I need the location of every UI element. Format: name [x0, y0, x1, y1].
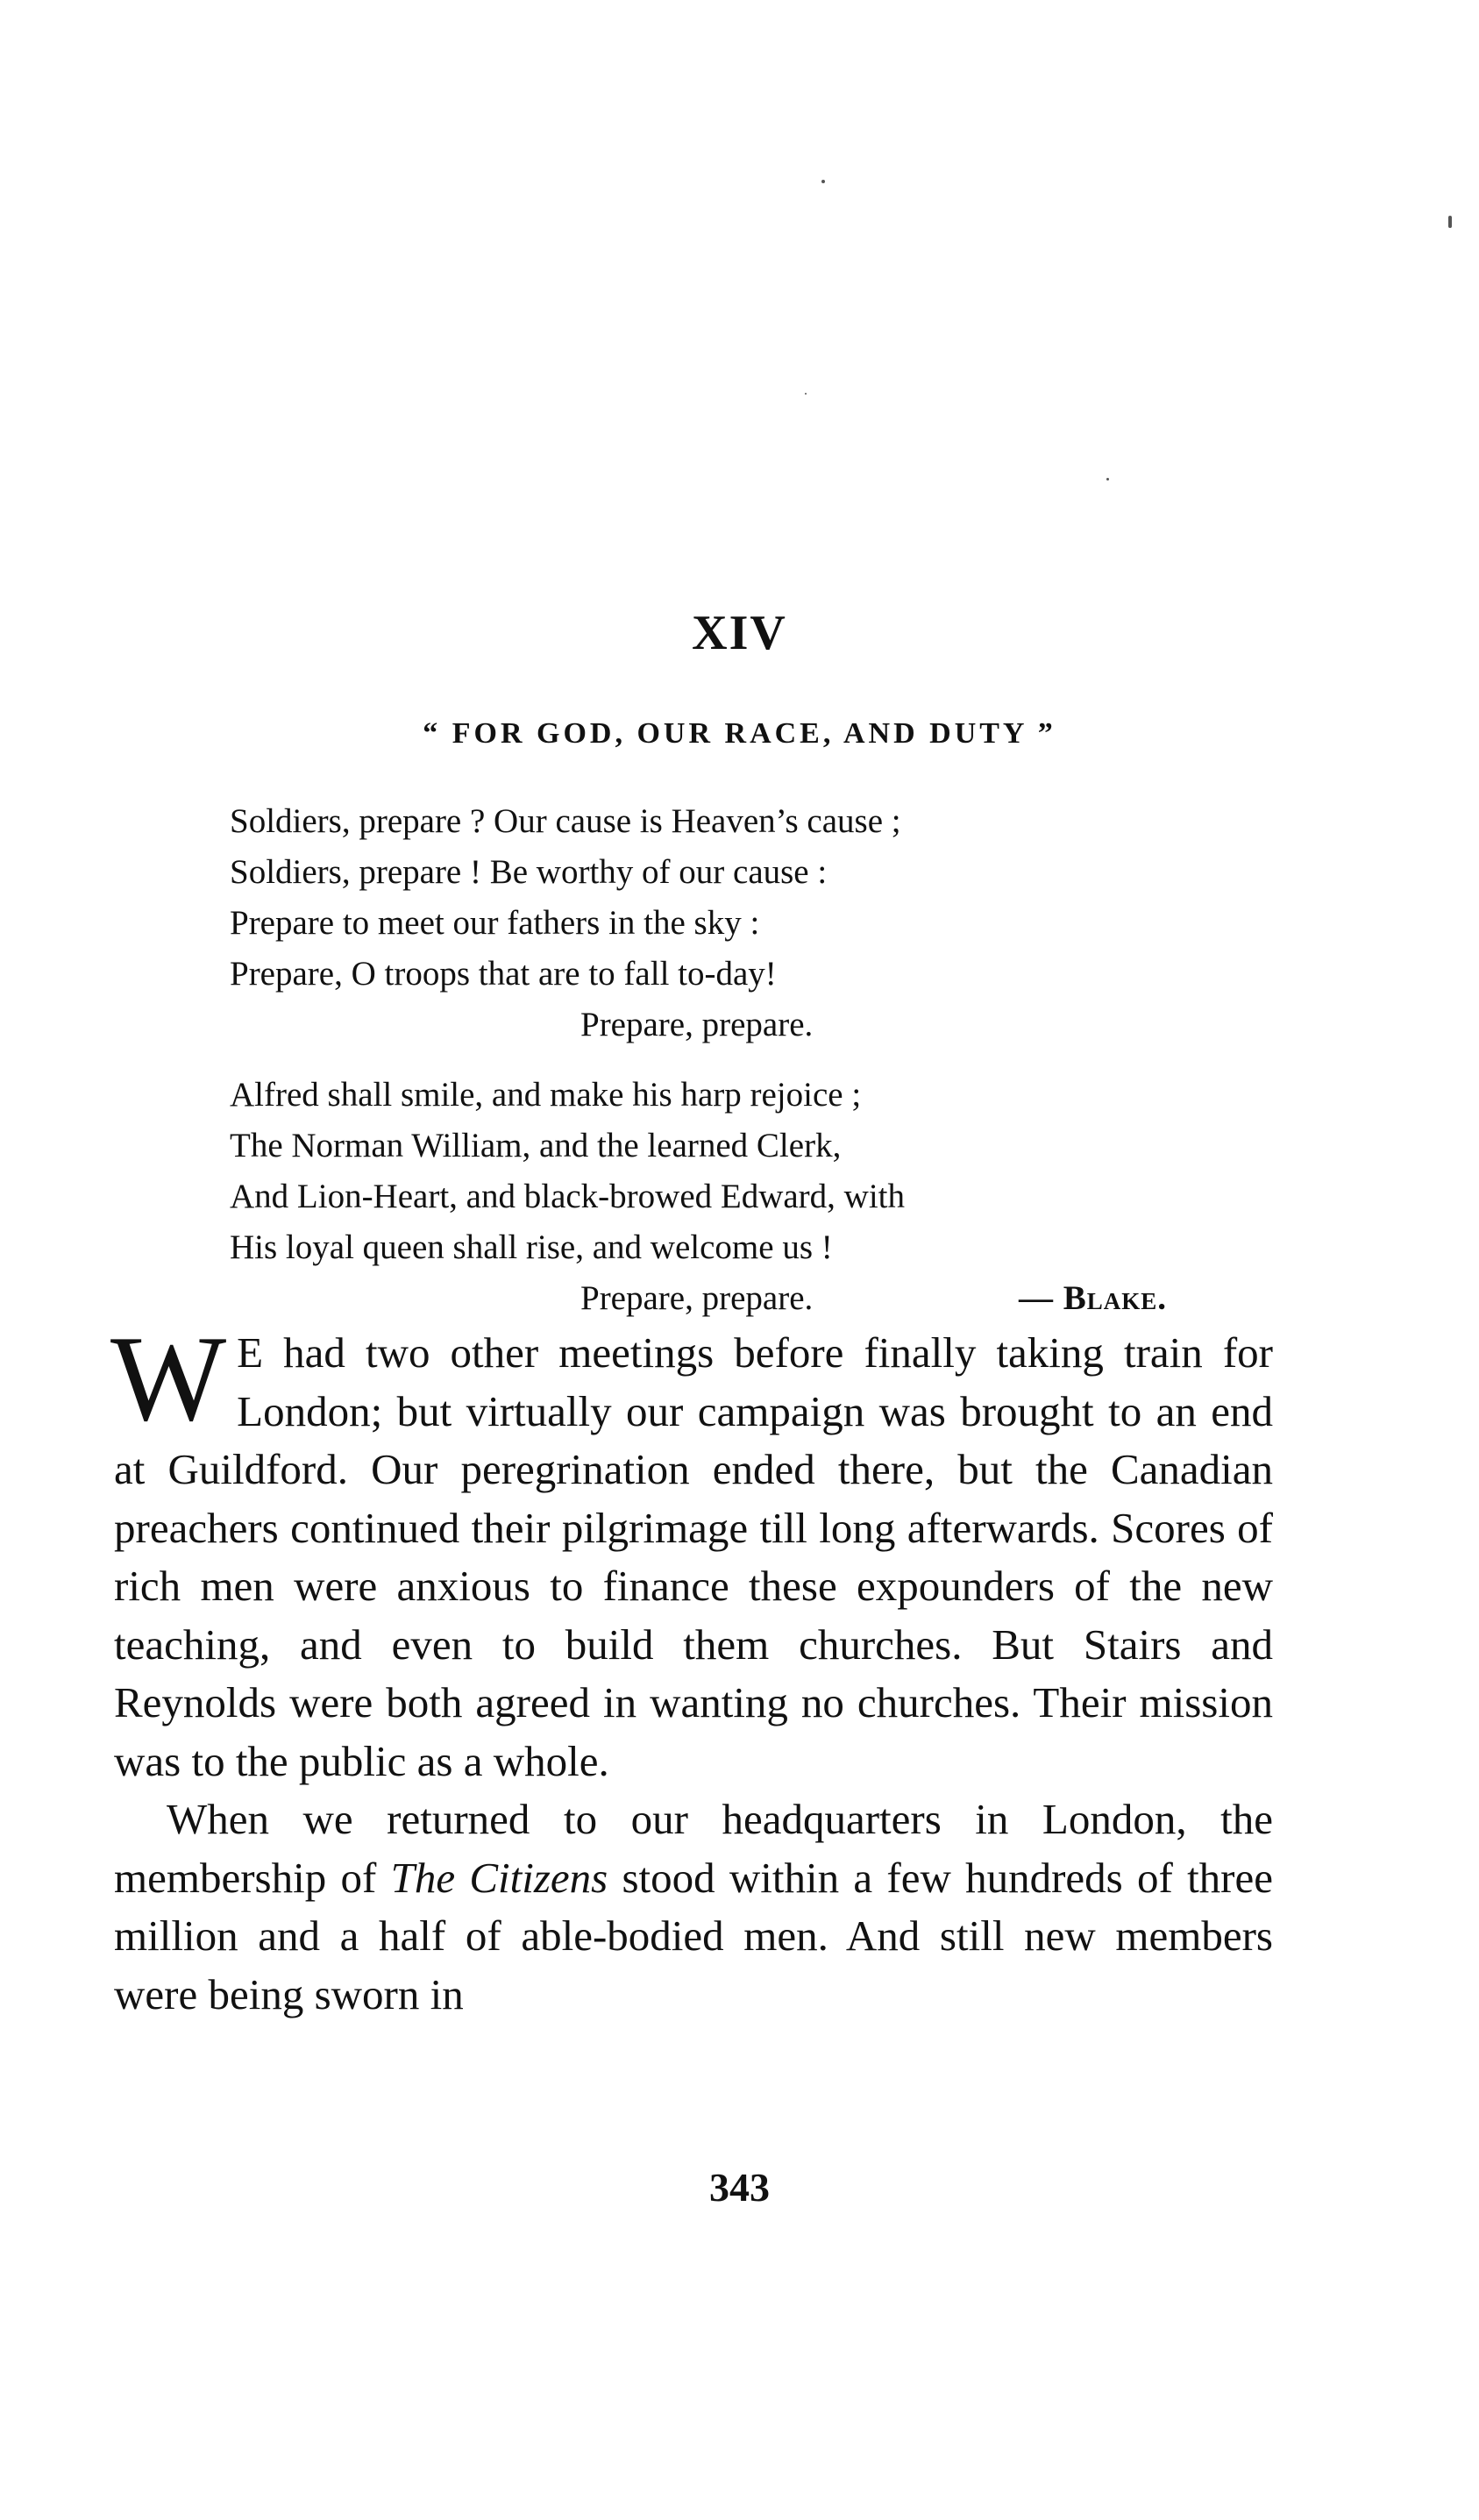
- italic-title: The Citizens: [390, 1853, 608, 1902]
- ink-speck: [1448, 216, 1452, 228]
- ink-speck: [1106, 478, 1109, 481]
- chapter-number: XIV: [692, 606, 787, 660]
- paragraph-text: stood within a few hundreds of three million and a half of able-bodied men. And still new members were being sworn in: [114, 1853, 1273, 2018]
- poem-refrain: Prepare, prepare.: [580, 1279, 814, 1317]
- poem-stanza-2: [230, 1070, 1238, 1324]
- chapter-title: “ FOR GOD, OUR RACE, AND DUTY ”: [423, 717, 1056, 750]
- paragraph-text: When we returned to our headquarters in London, the membership of: [114, 1795, 1273, 1902]
- epigraph-poem: [230, 796, 1238, 1343]
- poem-line: And Lion-Heart, and black-browed Edward, with: [230, 1178, 906, 1215]
- paragraph-text: E had two other meetings before finally taking train for London; but virtually our campaign was brought to an end at Guildford. Our peregrination ended there, but the Canadian preachers continued their pilgrimage till long afterwards. Scores of rich men were anxious to finance these expounders of the new teaching, and even to build them churches. But Stairs and Reynolds were both agreed in wanting no churches. Their mission was to the public as a whole.: [114, 1328, 1273, 1785]
- poem-line: Soldiers, prepare ! Be worthy of our cause :: [230, 853, 828, 891]
- epigraph-attribution: — Blake.: [1019, 1279, 1168, 1317]
- ink-speck: [805, 393, 807, 395]
- poem-refrain: Prepare, prepare.: [580, 1006, 814, 1043]
- poem-refrain-row: [230, 1273, 1238, 1324]
- body-paragraph-1: [110, 1311, 1273, 1790]
- poem-line: The Norman William, and the learned Clerk,: [230, 1127, 842, 1164]
- poem-stanza-1: [230, 796, 1238, 1050]
- drop-cap: W: [110, 1311, 227, 1447]
- poem-line: Alfred shall smile, and make his harp rejoice ;: [230, 1076, 862, 1114]
- chapter-body: [110, 1311, 1273, 2024]
- poem-line: Prepare, O troops that are to fall to-day!: [230, 955, 777, 993]
- poem-line: Prepare to meet our fathers in the sky :: [230, 904, 760, 942]
- body-paragraph-2: [114, 1790, 1273, 2024]
- page-number: 343: [709, 2165, 770, 2210]
- poem-line: His loyal queen shall rise, and welcome us !: [230, 1228, 833, 1266]
- ink-speck: [821, 180, 825, 183]
- poem-line: Soldiers, prepare ? Our cause is Heaven’s cause ;: [230, 802, 901, 840]
